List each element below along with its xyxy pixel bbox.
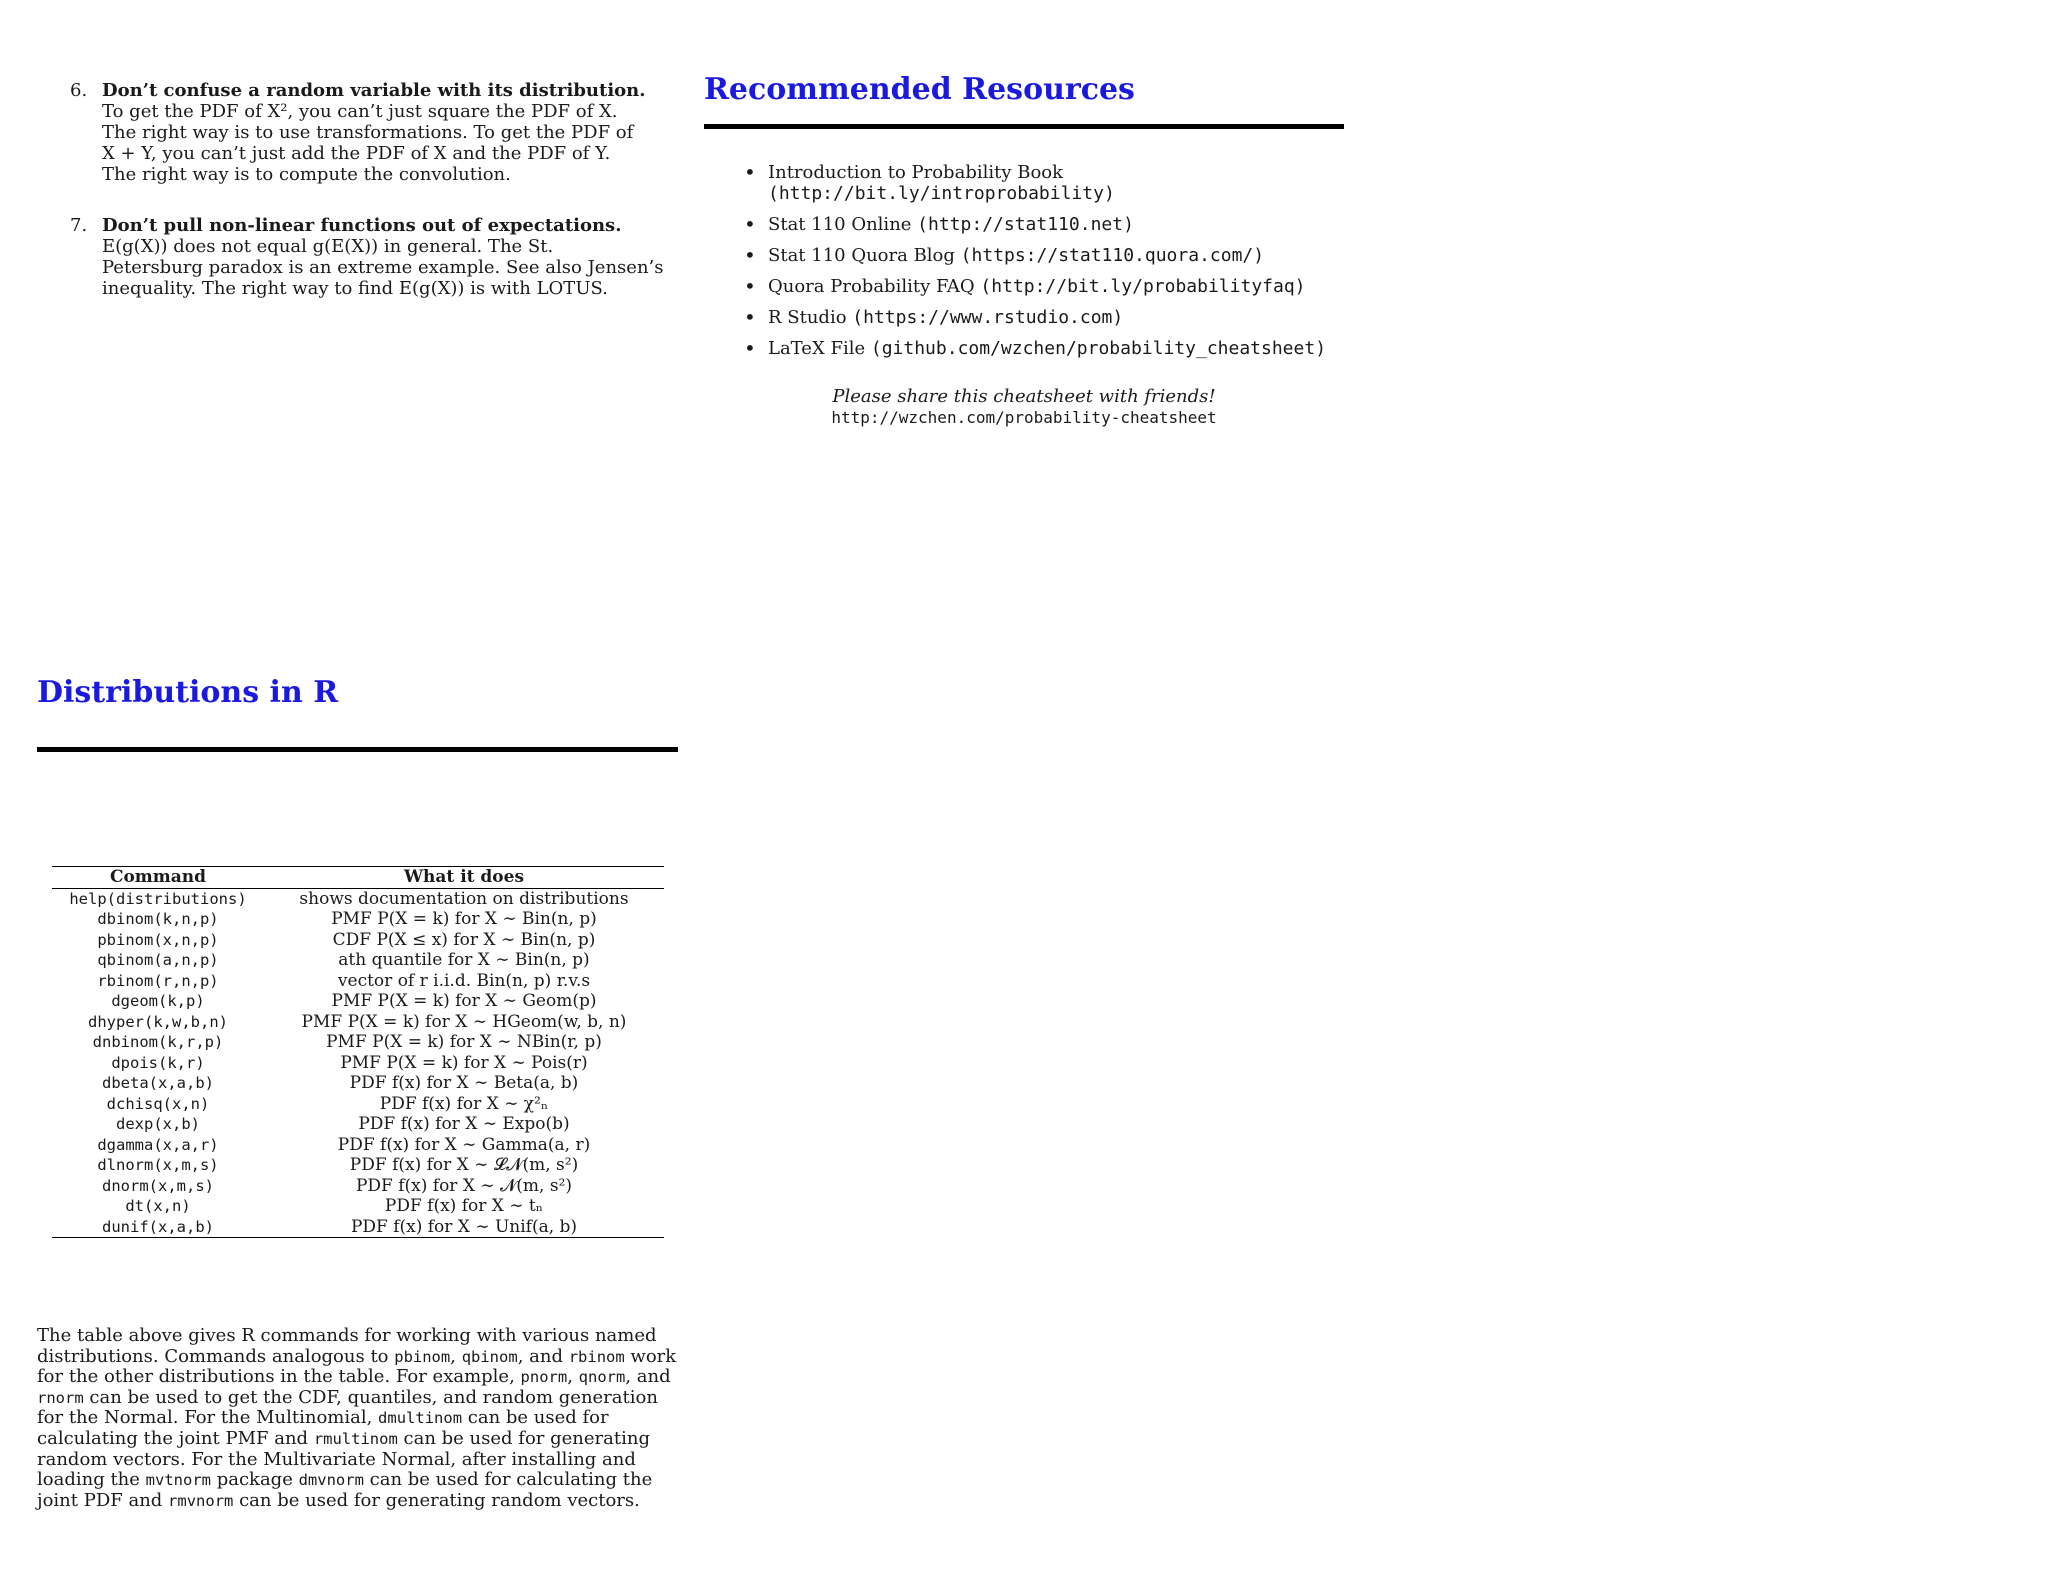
command-cell: rbinom(r,n,p) bbox=[97, 971, 219, 990]
table-row bbox=[52, 1094, 664, 1115]
pitfall-title: Don’t pull non-linear functions out of expectations. bbox=[102, 215, 622, 236]
resource-label: LaTeX File bbox=[768, 338, 866, 359]
paragraph-text: can be used for generating random vectors. For the Multivariate Normal, after installing and loading the bbox=[37, 1427, 650, 1491]
pitfalls-list bbox=[60, 80, 670, 329]
description-cell: vector of r i.i.d. Bin(n, p) r.v.s bbox=[337, 970, 591, 991]
description-cell: PMF P(X = k) for X ∼ Geom(p) bbox=[331, 991, 597, 1011]
command-cell: dpois(k,r) bbox=[111, 1053, 205, 1072]
table-row bbox=[52, 909, 664, 930]
table-body bbox=[52, 888, 664, 1238]
paragraph-text: can be used to get the CDF, quantiles, and random generation for the Normal. For the Multinomial, bbox=[37, 1386, 658, 1429]
inline-code: dmultinom bbox=[378, 1409, 463, 1428]
pitfall-line: The right way is to use transformations. To get the PDF of bbox=[102, 122, 634, 143]
description-cell: PDF f(x) for X ∼ χ²ₙ bbox=[379, 1093, 549, 1114]
resource-label: Stat 110 Quora Blog bbox=[768, 245, 955, 266]
command-cell: dt(x,n) bbox=[125, 1197, 191, 1215]
table-row bbox=[52, 971, 664, 992]
command-cell: dlnorm(x,m,s) bbox=[97, 1156, 219, 1174]
command-cell: pbinom(x,n,p) bbox=[97, 930, 219, 949]
description-cell: PDF f(x) for X ∼ 𝓝(m, s²) bbox=[355, 1175, 573, 1196]
table-row bbox=[52, 1114, 664, 1135]
paragraph-text: , and bbox=[625, 1366, 671, 1388]
pitfall-line: X + Y, you can’t just add the PDF of X and the PDF of Y. bbox=[102, 143, 611, 164]
pitfall-line: E(g(X)) does not equal g(E(X)) in general. The St. bbox=[102, 236, 554, 257]
resource-link[interactable]: (https://www.rstudio.com) bbox=[852, 307, 1124, 328]
command-cell: dbeta(x,a,b) bbox=[102, 1074, 214, 1092]
description-cell: PMF P(X = k) for X ∼ Pois(r) bbox=[340, 1052, 588, 1073]
pitfall-line: The right way is to compute the convolution. bbox=[102, 164, 511, 185]
pitfall-number: 7. bbox=[70, 215, 88, 236]
command-cell: dgamma(x,a,r) bbox=[97, 1135, 219, 1154]
inline-code: rnorm bbox=[37, 1388, 84, 1407]
resource-item bbox=[744, 214, 1344, 235]
description-cell: PDF f(x) for X ∼ Gamma(a, r) bbox=[337, 1134, 591, 1155]
table-header-row bbox=[52, 867, 664, 889]
description-cell: PDF f(x) for X ∼ Unif(a, b) bbox=[264, 1217, 664, 1238]
inline-code: pnorm bbox=[520, 1368, 568, 1387]
pitfall-line: Petersburg paradox is an extreme example. See also Jensen’s bbox=[102, 257, 664, 278]
resources-list bbox=[744, 162, 1344, 369]
paragraph-text: can be used for generating random vectors. bbox=[233, 1489, 640, 1511]
description-cell: PDF f(x) for X ∼ Beta(a, b) bbox=[349, 1073, 579, 1093]
pitfall-item bbox=[60, 80, 670, 185]
resource-item bbox=[744, 162, 1344, 204]
inline-code: rbinom bbox=[568, 1347, 625, 1366]
paragraph-text: , bbox=[567, 1366, 579, 1388]
command-cell: dbinom(k,n,p) bbox=[97, 910, 219, 928]
description-cell: shows documentation on distributions bbox=[299, 888, 629, 909]
table-row bbox=[52, 1012, 664, 1033]
resource-link[interactable]: (http://bit.ly/introprobability) bbox=[768, 183, 1115, 204]
distributions-explanation bbox=[37, 1326, 682, 1511]
share-note bbox=[704, 386, 1344, 428]
column-header-description: What it does bbox=[264, 867, 664, 889]
inline-code: rmvnorm bbox=[168, 1491, 234, 1510]
distributions-heading: Distributions in R bbox=[37, 675, 339, 710]
command-cell: dhyper(k,w,b,n) bbox=[88, 1012, 228, 1031]
description-cell: PDF f(x) for X ∼ Expo(b) bbox=[358, 1114, 570, 1134]
paragraph-text: package bbox=[210, 1469, 299, 1491]
command-cell: dnorm(x,m,s) bbox=[102, 1176, 214, 1195]
command-cell: dgeom(k,p) bbox=[111, 992, 205, 1010]
table-row bbox=[52, 930, 664, 951]
resource-label: Quora Probability FAQ bbox=[768, 276, 975, 297]
resource-link[interactable]: (http://stat110.net) bbox=[917, 214, 1134, 235]
paragraph-text: can be used for calculating the joint PMF and bbox=[37, 1407, 609, 1449]
distributions-divider bbox=[37, 747, 678, 752]
r-commands-table bbox=[52, 866, 664, 1238]
inline-code: rmultinom bbox=[313, 1429, 398, 1448]
share-url[interactable]: http://wzchen.com/probability-cheatsheet bbox=[831, 408, 1217, 427]
description-cell: ath quantile for X ∼ Bin(n, p) bbox=[338, 950, 590, 970]
pitfall-number: 6. bbox=[70, 80, 88, 101]
table-row bbox=[52, 991, 664, 1012]
description-cell: PDF f(x) for X ∼ 𝓛𝓝(m, s²) bbox=[349, 1155, 579, 1175]
resource-label: Stat 110 Online bbox=[768, 214, 912, 235]
resources-heading: Recommended Resources bbox=[704, 72, 1135, 107]
column-header-command: Command bbox=[52, 867, 264, 889]
share-text: Please share this cheatsheet with friends! bbox=[832, 386, 1216, 407]
command-cell: dunif(x,a,b) bbox=[52, 1217, 264, 1238]
paragraph-text: work for the other distributions in the table. For example, bbox=[37, 1345, 677, 1388]
description-cell: PMF P(X = k) for X ∼ Bin(n, p) bbox=[331, 909, 597, 929]
command-cell: dexp(x,b) bbox=[116, 1115, 200, 1133]
description-cell: CDF P(X ≤ x) for X ∼ Bin(n, p) bbox=[332, 929, 596, 950]
inline-code: dmvnorm bbox=[298, 1471, 364, 1490]
table-row bbox=[52, 1196, 664, 1217]
pitfall-item bbox=[60, 215, 670, 299]
resource-link[interactable]: (http://bit.ly/probabilityfaq) bbox=[980, 276, 1306, 297]
resource-item bbox=[744, 307, 1344, 328]
pitfall-title: Don’t confuse a random variable with its distribution. bbox=[102, 80, 646, 101]
pitfall-line: inequality. The right way to find E(g(X)) is with LOTUS. bbox=[102, 278, 608, 299]
resource-link[interactable]: (https://stat110.quora.com/) bbox=[960, 245, 1265, 266]
inline-code: qbinom bbox=[461, 1347, 518, 1366]
resources-divider bbox=[704, 124, 1344, 129]
resource-link[interactable]: (github.com/wzchen/probability_cheatsheet) bbox=[870, 338, 1327, 359]
paragraph-text: The table above gives R commands for working with various named distributions. Commands analogous to bbox=[37, 1325, 657, 1367]
table-row bbox=[52, 1217, 664, 1238]
resource-label: Introduction to Probability Book bbox=[768, 162, 1064, 183]
paragraph-text: , and bbox=[517, 1345, 569, 1367]
paragraph-text: , bbox=[450, 1345, 462, 1367]
table-row bbox=[52, 1176, 664, 1197]
command-cell: qbinom(a,n,p) bbox=[97, 951, 219, 969]
inline-code: pbinom bbox=[394, 1347, 451, 1366]
pitfall-line: To get the PDF of X², you can’t just square the PDF of X. bbox=[102, 101, 618, 122]
description-cell: PDF f(x) for X ∼ tₙ bbox=[384, 1196, 544, 1216]
command-cell: dchisq(x,n) bbox=[106, 1094, 210, 1113]
resource-item bbox=[744, 338, 1344, 359]
inline-code: mvtnorm bbox=[145, 1471, 211, 1490]
command-cell: dnbinom(k,r,p) bbox=[92, 1033, 224, 1051]
description-cell: PMF P(X = k) for X ∼ HGeom(w, b, n) bbox=[301, 1011, 627, 1032]
table-row bbox=[52, 1053, 664, 1074]
paragraph-text: can be used for calculating the joint PDF and bbox=[37, 1469, 653, 1511]
table-row bbox=[52, 1073, 664, 1094]
resource-label: R Studio bbox=[768, 307, 847, 328]
description-cell: PMF P(X = k) for X ∼ NBin(r, p) bbox=[326, 1032, 602, 1052]
inline-code: qnorm bbox=[578, 1368, 626, 1387]
command-cell: help(distributions) bbox=[69, 889, 247, 908]
table-row bbox=[52, 950, 664, 971]
table-row bbox=[52, 1135, 664, 1156]
resource-item bbox=[744, 245, 1344, 266]
table-row bbox=[52, 888, 664, 909]
table-row bbox=[52, 1155, 664, 1176]
resource-item bbox=[744, 276, 1344, 297]
table-row bbox=[52, 1032, 664, 1053]
